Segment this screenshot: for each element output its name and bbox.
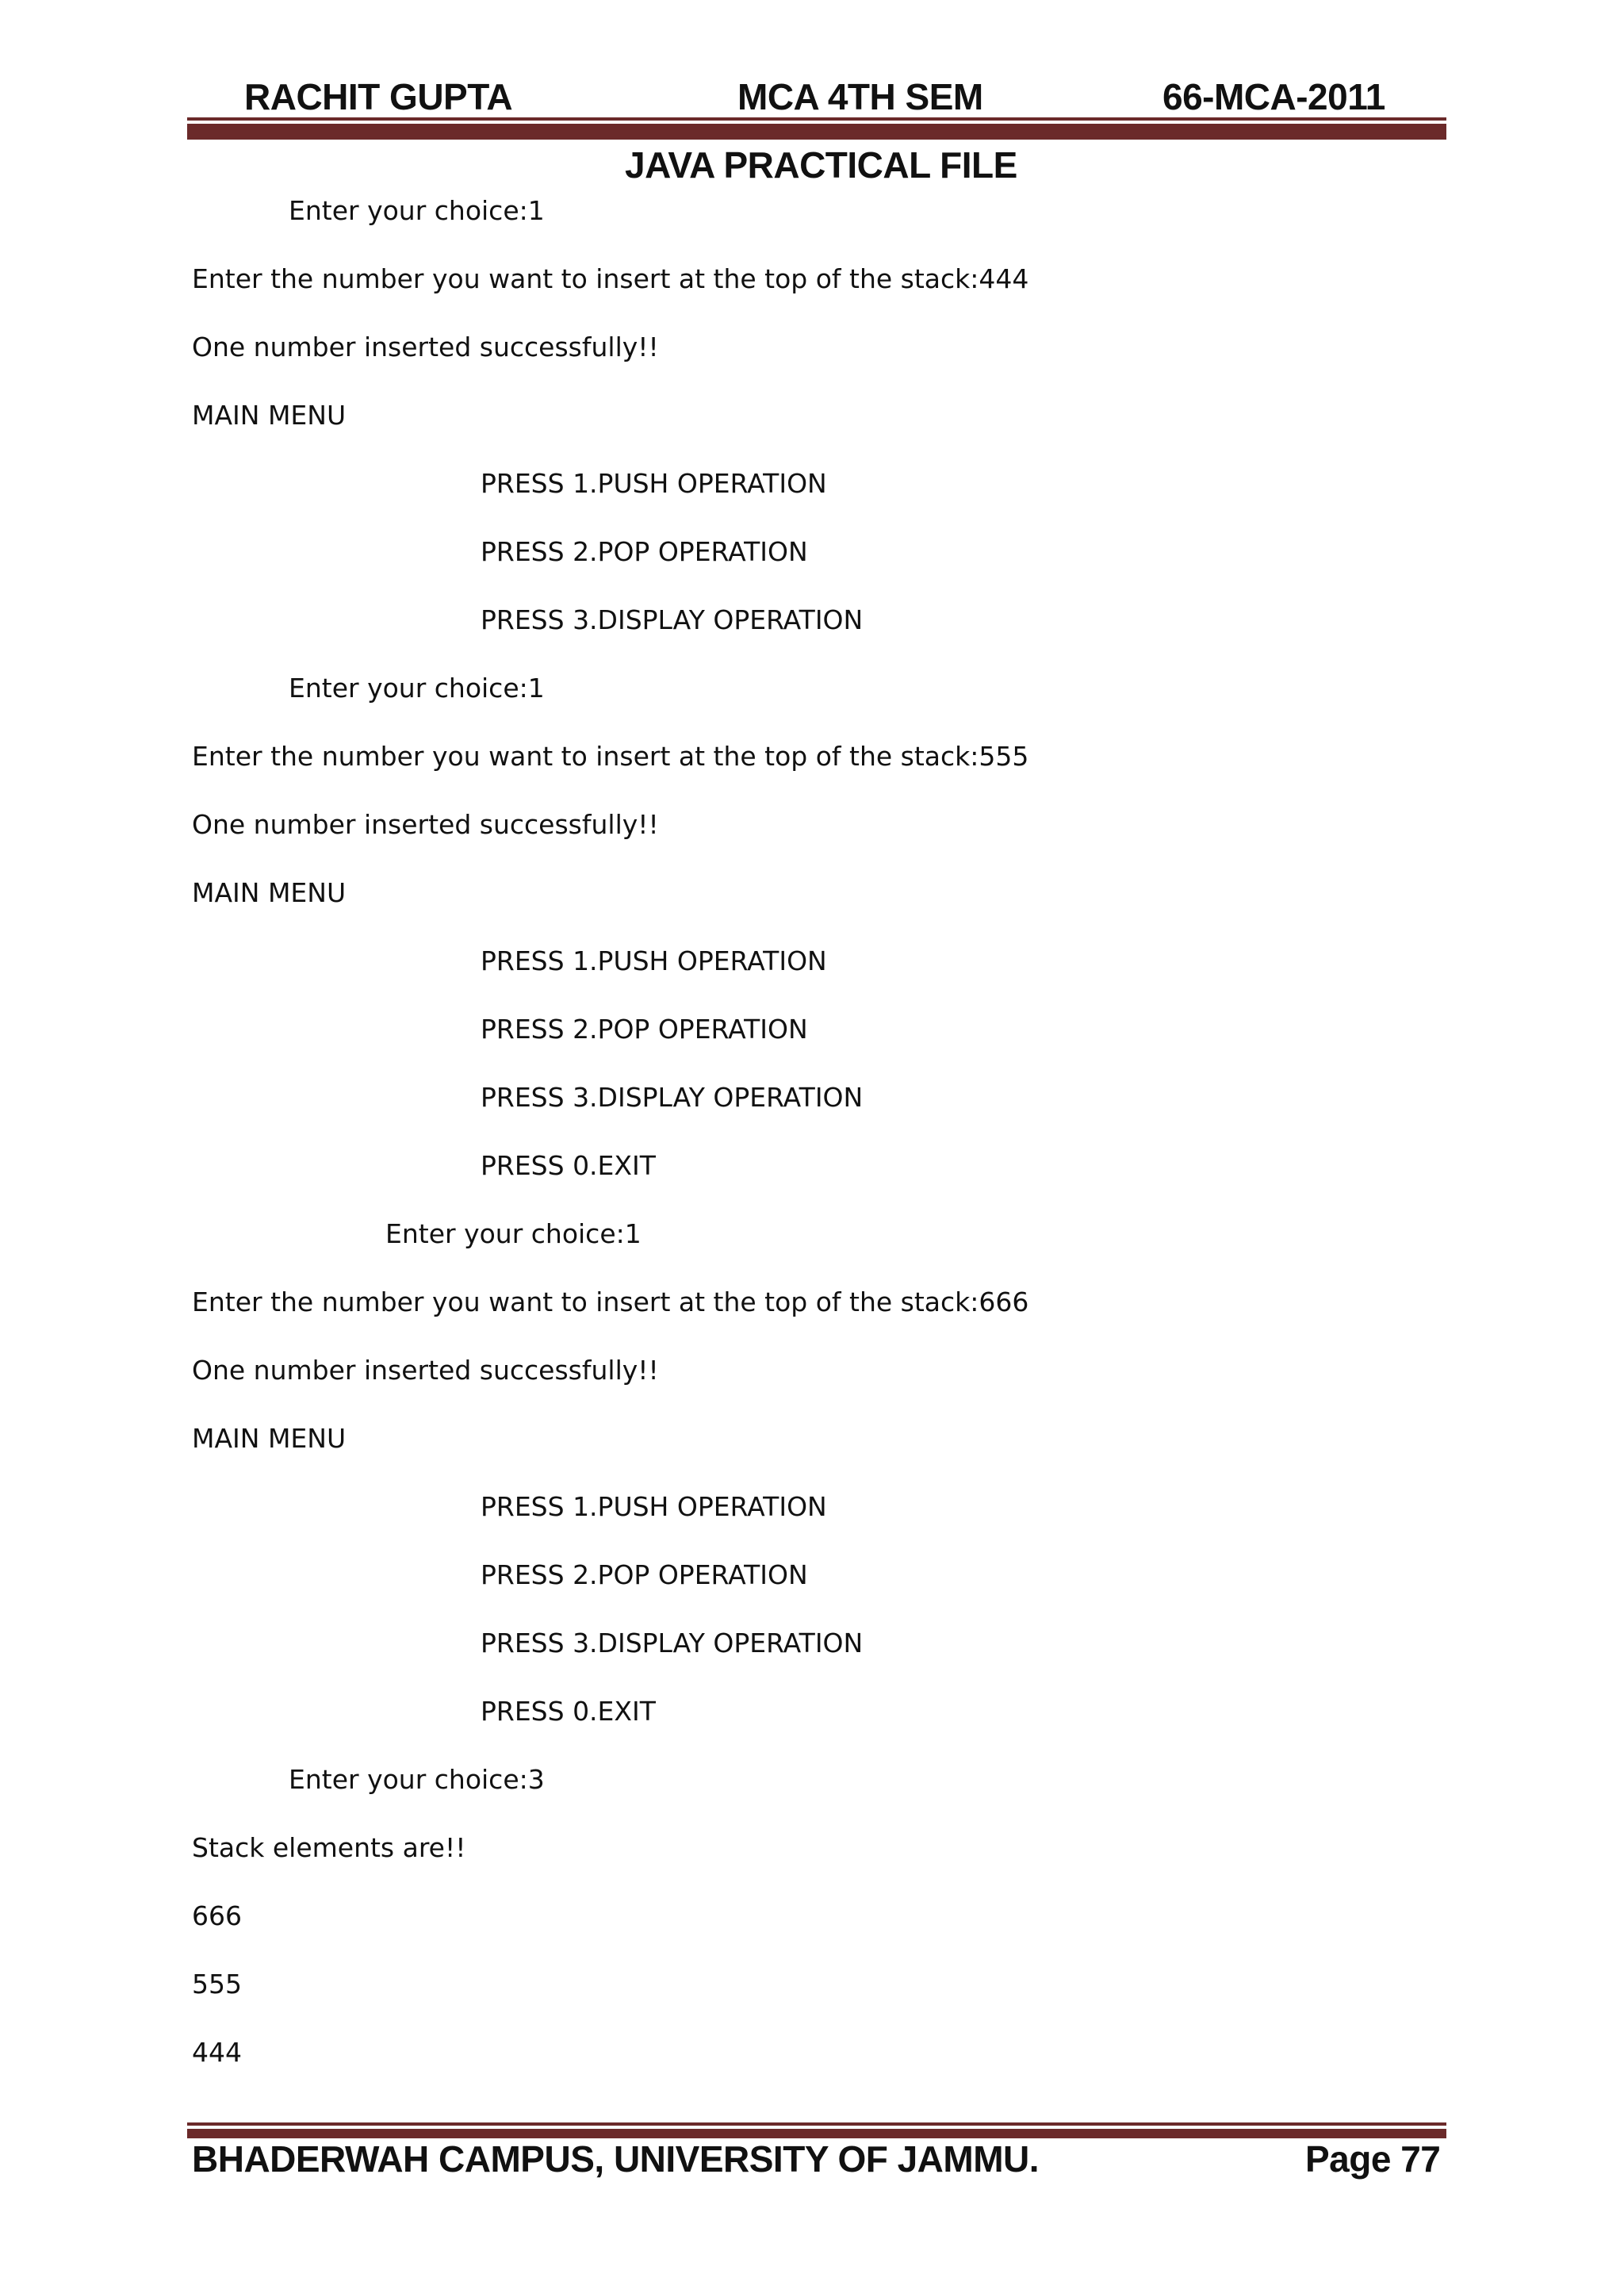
output-line: PRESS 1.PUSH OPERATION (481, 1491, 827, 1522)
output-line: Enter your choice:1 (289, 195, 545, 226)
output-line: 555 (192, 1969, 242, 2000)
output-line: PRESS 3.DISPLAY OPERATION (481, 1082, 864, 1113)
output-line: MAIN MENU (192, 877, 347, 908)
student-name: RACHIT GUPTA (244, 76, 513, 117)
output-line: Enter the number you want to insert at the top of the stack:666 (192, 1286, 1029, 1317)
output-line: PRESS 0.EXIT (481, 1696, 656, 1727)
header-divider-thick (187, 124, 1446, 140)
output-line: PRESS 2.POP OPERATION (481, 1559, 808, 1590)
output-line: PRESS 2.POP OPERATION (481, 1014, 808, 1045)
document-title: JAVA PRACTICAL FILE (625, 144, 1017, 186)
output-line: PRESS 1.PUSH OPERATION (481, 945, 827, 976)
semester: MCA 4TH SEM (737, 76, 983, 117)
output-line: PRESS 2.POP OPERATION (481, 536, 808, 567)
output-line: PRESS 0.EXIT (481, 1150, 656, 1181)
output-line: 444 (192, 2037, 242, 2068)
output-line: Enter the number you want to insert at the top of the stack:444 (192, 263, 1029, 294)
output-line: One number inserted successfully!! (192, 809, 659, 840)
output-line: Enter your choice:1 (289, 673, 545, 704)
output-line: One number inserted successfully!! (192, 332, 659, 362)
roll-number: 66-MCA-2011 (1162, 76, 1385, 117)
output-line: Stack elements are!! (192, 1832, 466, 1863)
campus-name: BHADERWAH CAMPUS, UNIVERSITY OF JAMMU. (192, 2138, 1040, 2180)
output-line: Enter your choice:3 (289, 1764, 545, 1795)
output-line: MAIN MENU (192, 1423, 347, 1454)
output-line: PRESS 1.PUSH OPERATION (481, 468, 827, 499)
output-line: PRESS 3.DISPLAY OPERATION (481, 604, 864, 635)
header-divider-thin (187, 117, 1446, 121)
output-line: One number inserted successfully!! (192, 1355, 659, 1386)
output-line: MAIN MENU (192, 400, 347, 431)
footer-divider-thin (187, 2122, 1446, 2126)
output-line: Enter your choice:1 (385, 1218, 642, 1249)
output-line: PRESS 3.DISPLAY OPERATION (481, 1628, 864, 1658)
output-line: 666 (192, 1900, 242, 1931)
output-line: Enter the number you want to insert at the top of the stack:555 (192, 741, 1029, 772)
page-number: Page 77 (1305, 2138, 1441, 2180)
